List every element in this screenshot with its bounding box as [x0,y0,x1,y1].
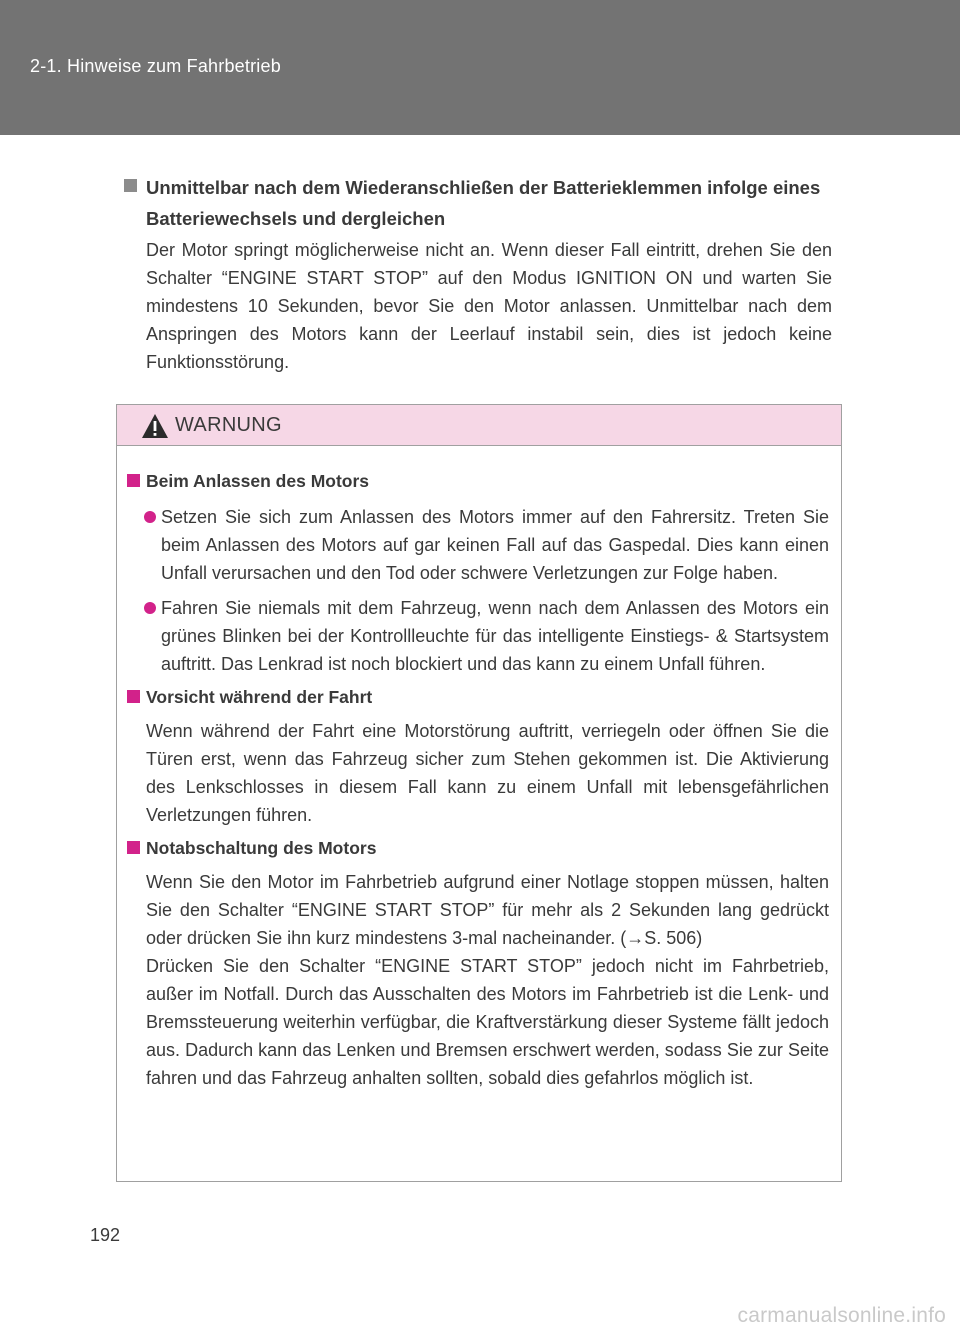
warning-bullet [127,503,829,587]
info-section [124,172,832,376]
round-bullet-icon [144,511,156,523]
warning-content [117,446,841,1092]
page-number: 192 [90,1225,121,1245]
section-body: Der Motor springt möglicherweise nicht an. Wenn dieser Fall eintritt, drehen Sie den Schalter “ENGINE START STOP” auf den Modus IGNITION ON und warten Sie mindestens 10 Sekunden, bevor Sie den Motor anlassen. Unmittelbar nach dem Anspringen des Motors kann der Leerlauf instabil sein, dies ist jedoch keine Funktionsstörung. [146,240,832,372]
warning-paragraphs [127,868,829,1092]
round-bullet-icon [144,602,156,614]
warning-heading-text: Vorsicht während der Fahrt [146,687,373,707]
warning-header [117,405,841,446]
warning-heading-starting [127,466,829,496]
warning-paragraphs [127,717,829,829]
warning-heading-text: Beim Anlassen des Motors [146,471,370,491]
warning-bullet-text: Fahren Sie niemals mit dem Fahrzeug, wenn nach dem Anlassen des Motors ein grünes Blinken bei der Kontrollleuchte für das intelligente Einstiegs- & Startsystem auftritt. Das Lenkrad ist noch blockiert und das kann zu einem Unfall führen. [161,598,829,674]
square-bullet-icon [127,841,140,854]
square-bullet-icon [127,474,140,487]
page-header [0,0,960,135]
section-heading-text: Unmittelbar nach dem Wiederanschließen der Batterieklemmen infolge eines Batteriewechsels und dergleichen [146,177,821,229]
warning-bullet-text: Setzen Sie sich zum Anlassen des Motors immer auf den Fahrersitz. Treten Sie beim Anlassen des Motors auf gar keinen Fall auf das Gaspedal. Dies kann einen Unfall verursachen und den Tod oder schwere Verletzungen zur Folge haben. [161,507,829,583]
warning-paragraph: Drücken Sie den Schalter “ENGINE START STOP” jedoch nicht im Fahrbetrieb, außer im Notfall. Durch das Ausschalten des Motors im Fahrbetrieb ist die Lenk- und Bremssteuerung weiterhin verfügbar, die Kraftverstärkung dieser Systeme fällt jedoch aus. Dadurch kann das Lenken und Bremsen erschwert werden, sodass Sie zur Seite fahren und das Fahrzeug anhalten sollten, sobald dies gefahrlos möglich ist. [146,956,829,1088]
warning-heading-emergency [127,833,829,863]
watermark: carmanualsonline.info [737,1304,946,1327]
warning-heading-text: Notabschaltung des Motors [146,838,377,858]
square-bullet-icon [124,179,137,192]
warning-title: WARNUNG [175,414,282,436]
warning-paragraph: Wenn Sie den Motor im Fahrbetrieb aufgrund einer Notlage stoppen müssen, halten Sie den Schalter “ENGINE START STOP” für mehr als 2 Sekunden lang gedrückt oder drücken Sie ihn kurz mindestens 3-mal nacheinander. (→S. 506) [146,872,829,948]
warning-bullet [127,594,829,678]
warning-paragraph: Wenn während der Fahrt eine Motorstörung auftritt, verriegeln oder öffnen Sie die Türen erst, wenn das Fahrzeug sicher zum Stehen gekommen ist. Die Aktivierung des Lenkschlosses in diesem Fall kann zu einem Unfall mit lebensgefährlichen Verletzungen führen. [146,721,829,825]
chapter-title: 2-1. Hinweise zum Fahrbetrieb [30,56,281,76]
section-heading [124,172,832,234]
warning-triangle-icon [141,413,169,439]
warning-heading-driving [127,682,829,712]
warning-box [116,404,842,1182]
square-bullet-icon [127,690,140,703]
